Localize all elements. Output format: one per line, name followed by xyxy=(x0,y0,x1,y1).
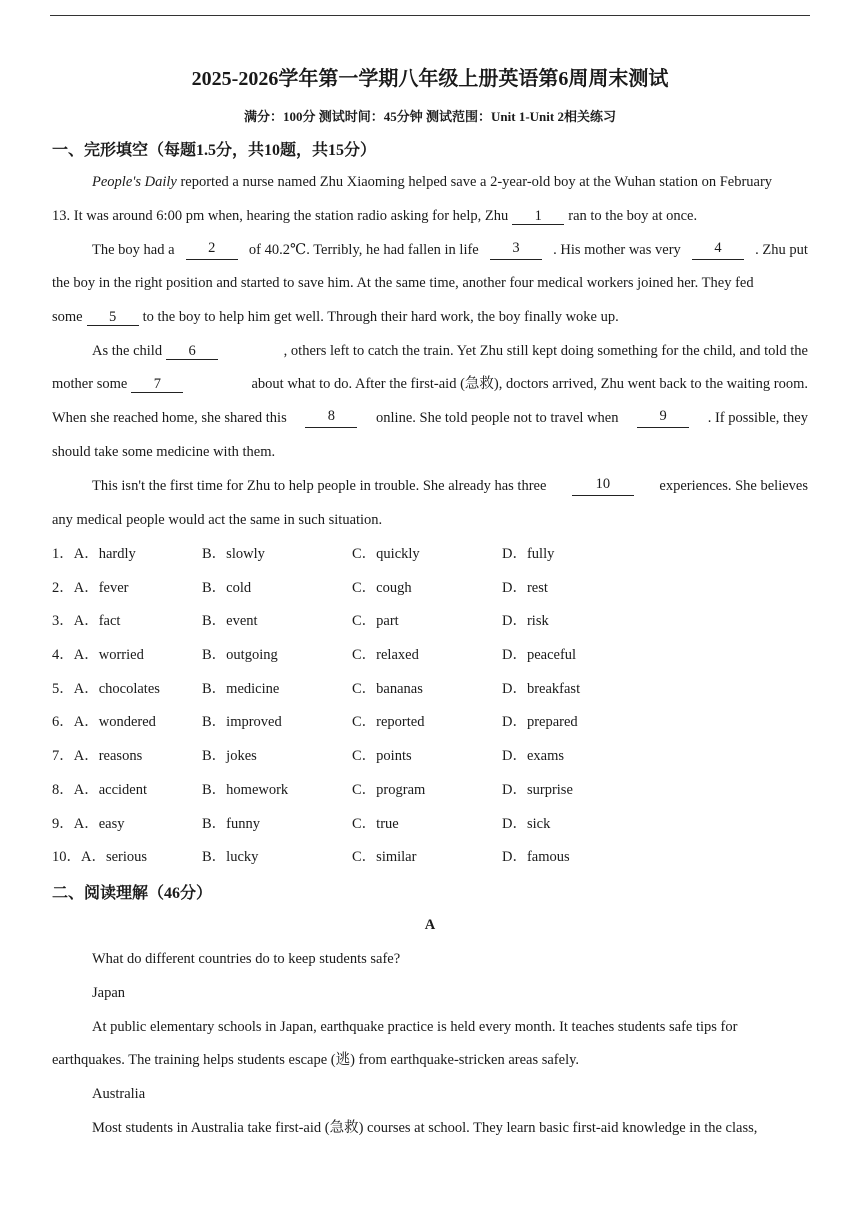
option-d: D．risk xyxy=(502,613,549,629)
option-row xyxy=(52,611,812,631)
option-row xyxy=(52,544,812,564)
reading-subheading-japan: Japan xyxy=(92,985,126,1001)
option-d: D．exams xyxy=(502,748,565,764)
option-c: C．quickly xyxy=(352,546,420,562)
option-n: 9．A．easy xyxy=(52,816,125,832)
option-c: C．bananas xyxy=(352,681,423,697)
option-row xyxy=(52,679,812,699)
blank-9: 9 xyxy=(637,408,689,428)
reading-line: earthquakes. The training helps students escape (逃) from earthquake-stricken areas safely. xyxy=(52,1052,580,1068)
option-c: C．similar xyxy=(352,849,417,865)
reading-part-label: A xyxy=(424,917,436,933)
option-row xyxy=(52,712,812,732)
cloze-line: People's Daily reported a nurse named Zhu Xiaoming helped save a 2-year-old boy at the Wuhan station on February xyxy=(92,174,773,190)
option-row xyxy=(52,578,812,598)
option-d: D．fully xyxy=(502,546,555,562)
page-title: 2025-2026学年第一学期八年级上册英语第6周周末测试 xyxy=(191,68,669,90)
option-d: D．prepared xyxy=(502,714,578,730)
option-row xyxy=(52,780,812,800)
option-b: B．outgoing xyxy=(202,647,278,663)
option-d: D．peaceful xyxy=(502,647,577,663)
reading-line: Most students in Australia take first-aid (急救) courses at school. They learn basic first-aid knowledge in the class, xyxy=(92,1120,758,1136)
option-b: B．homework xyxy=(202,782,289,798)
option-row xyxy=(52,746,812,766)
option-n: 3．A．fact xyxy=(52,613,121,629)
option-d: D．sick xyxy=(502,816,551,832)
option-n: 6．A．wondered xyxy=(52,714,156,730)
cloze-line: When she reached home, she shared this 8 online. She told people not to travel when 9 . If possible, they xyxy=(52,408,808,426)
option-b: B．lucky xyxy=(202,849,259,865)
cloze-line: This isn't the first time for Zhu to help people in trouble. She already has three 10 experiences. She believes xyxy=(92,476,808,494)
blank-3: 3 xyxy=(490,240,542,260)
option-d: D．breakfast xyxy=(502,681,581,697)
cloze-line: 13. It was around 6:00 pm when, hearing the station radio asking for help, Zhu 1 ran to the boy at once. xyxy=(52,208,698,224)
blank-1: 1 xyxy=(512,208,564,225)
cloze-line: some 5 to the boy to help him get well. Through their hard work, the boy finally woke up. xyxy=(52,309,619,325)
option-c: C．cough xyxy=(352,580,412,596)
option-c: C．points xyxy=(352,748,412,764)
option-c: C．part xyxy=(352,613,399,629)
option-n: 5．A．chocolates xyxy=(52,681,160,697)
option-b: B．medicine xyxy=(202,681,280,697)
option-b: B．funny xyxy=(202,816,260,832)
option-n: 1．A．hardly xyxy=(52,546,136,562)
option-c: C．true xyxy=(352,816,399,832)
page-subtitle: 满分：100分 测试时间：45分钟 测试范围：Unit 1-Unit 2相关练习 xyxy=(244,109,616,124)
section-heading-cloze: 一、完形填空（每题1.5分，共10题，共15分） xyxy=(52,142,377,159)
option-b: B．slowly xyxy=(202,546,265,562)
reading-subheading-australia: Australia xyxy=(92,1086,146,1102)
option-c: C．reported xyxy=(352,714,425,730)
blank-4: 4 xyxy=(692,240,744,260)
option-n: 2．A．fever xyxy=(52,580,129,596)
cloze-line: mother some 7 about what to do. After the first-aid (急救), doctors arrived, Zhu went back to the waiting room. xyxy=(52,376,808,392)
option-d: D．famous xyxy=(502,849,570,865)
option-c: C．program xyxy=(352,782,426,798)
top-rule xyxy=(50,15,810,16)
option-n: 10．A．serious xyxy=(52,849,148,865)
blank-5: 5 xyxy=(87,309,139,326)
option-b: B．cold xyxy=(202,580,252,596)
option-b: B．improved xyxy=(202,714,282,730)
option-row xyxy=(52,645,812,665)
cloze-line: any medical people would act the same in such situation. xyxy=(52,512,383,528)
option-d: D．rest xyxy=(502,580,548,596)
option-n: 7．A．reasons xyxy=(52,748,143,764)
blank-10: 10 xyxy=(572,476,634,496)
section-heading-reading: 二、阅读理解（46分） xyxy=(52,885,213,902)
option-n: 4．A．worried xyxy=(52,647,144,663)
cloze-line: As the child 6 , others left to catch the train. Yet Zhu still kept doing something for the child, and told the xyxy=(92,343,808,359)
option-row xyxy=(52,814,812,834)
option-row xyxy=(52,847,812,867)
option-n: 8．A．accident xyxy=(52,782,148,798)
cloze-line: The boy had a 2 of 40.2℃. Terribly, he had fallen in life 3 . His mother was very 4 . Zhu put xyxy=(92,240,808,258)
option-b: B．jokes xyxy=(202,748,257,764)
cloze-line: the boy in the right position and started to save him. At the same time, another four medical workers joined her. They fed xyxy=(52,275,754,291)
option-c: C．relaxed xyxy=(352,647,419,663)
option-b: B．event xyxy=(202,613,258,629)
blank-8: 8 xyxy=(305,408,357,428)
blank-7: 7 xyxy=(131,376,183,393)
cloze-line: should take some medicine with them. xyxy=(52,444,276,460)
option-d: D．surprise xyxy=(502,782,573,798)
blank-6: 6 xyxy=(166,343,218,360)
reading-question: What do different countries do to keep students safe? xyxy=(92,951,401,967)
blank-2: 2 xyxy=(186,240,238,260)
newspaper-name: People's Daily xyxy=(92,174,177,190)
reading-line: At public elementary schools in Japan, earthquake practice is held every month. It teaches students safe tips for xyxy=(92,1019,738,1035)
